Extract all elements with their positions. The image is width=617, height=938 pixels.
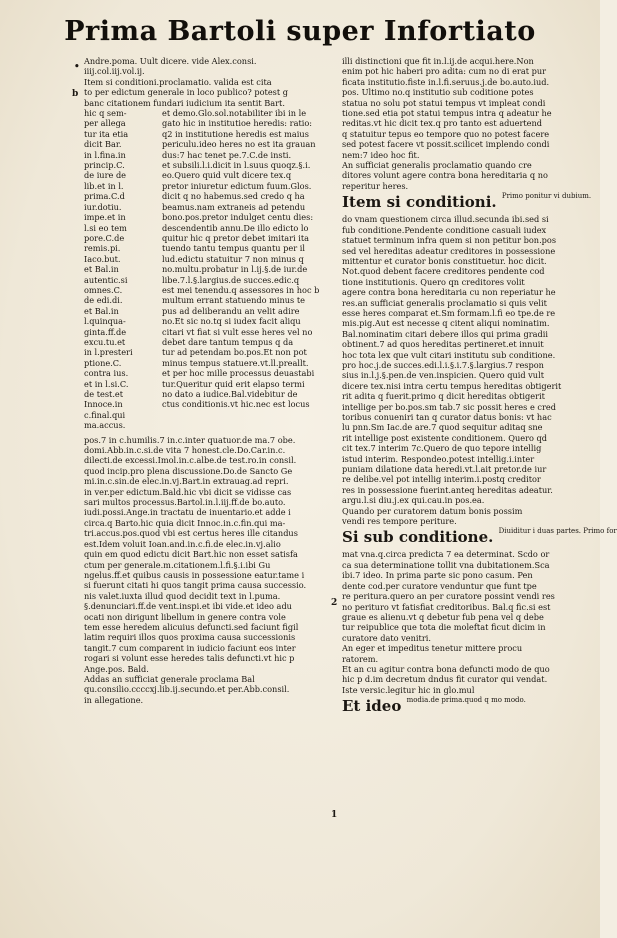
text-line: rit intellige post existente conditionem. Quero qd bbox=[342, 432, 548, 443]
text-line: res in possessione fuerint.anteq hereditas adeatur. bbox=[342, 484, 553, 495]
text-line: puniam dilatione data heredi.vt.l.ait pretor.de iur bbox=[342, 464, 547, 475]
section-heading-item-si-conditioni bbox=[342, 193, 590, 211]
text-line: pos. Ultimo no.q institutio sub coditione potes bbox=[342, 87, 534, 98]
gloss-line: ginta.ff.de bbox=[84, 326, 127, 337]
gloss-line: Iaco.but. bbox=[84, 253, 121, 264]
text-line: circa.q Barto.hic quia dicit Innoc.in.c.fin.qui ma- bbox=[84, 517, 286, 528]
text-line: et per hoc mille processus deuastabi bbox=[162, 368, 315, 379]
text-line: minus tempus statuere.vt.ll.preallt. bbox=[162, 357, 309, 368]
text-line: statua no solu pot statui tempus vt impleat condi bbox=[342, 97, 546, 108]
gloss-line: l.quinqua- bbox=[84, 316, 126, 327]
text-line: ficata institutio.fiste in.l.fi.seruus.j.de bo.auto.iud. bbox=[342, 76, 550, 87]
commentary-text bbox=[156, 108, 334, 431]
text-line: mat vna.q.circa predicta 7 ea determinat. Scdo or bbox=[342, 549, 550, 560]
margin-number-1: 1 bbox=[331, 810, 338, 820]
text-line: agere contra bona hereditaria cu non reperiatur he bbox=[342, 287, 556, 298]
text-line: tur reipublice que tota die moleftat ficut dicim in bbox=[342, 622, 546, 633]
left-column bbox=[84, 56, 334, 918]
section-heading-et-ideo bbox=[342, 697, 590, 715]
gloss-line: de iure de bbox=[84, 170, 127, 181]
text-line: sed potest facere vt possit.scilicet implendo condi bbox=[342, 139, 550, 150]
text-line: rogari si volunt esse heredes talis defuncti.vt hic p bbox=[84, 653, 295, 664]
right-column bbox=[342, 56, 617, 918]
heading-note: Diuiditur i duas partes. Primo for bbox=[498, 527, 617, 536]
text-line: curatore dato venitri. bbox=[342, 632, 431, 643]
text-line: ctus conditionis.vt hic.nec est locus bbox=[162, 399, 310, 410]
text-line: descendentib annu.De illo edicto lo bbox=[162, 222, 309, 233]
text-line: sius in.l.j.§.pen.de ven.inspicien. Quero quid vult bbox=[342, 370, 544, 381]
gloss-line: princip.C. bbox=[84, 160, 125, 171]
text-line: et subsili.l.i.dicit in l.suus quoqz.§.i. bbox=[162, 160, 311, 171]
text-line: graue es alienu.vt q debetur fub pena vel q debe bbox=[342, 611, 544, 622]
text-line: citari vt fiat si vult esse heres vel no bbox=[162, 326, 313, 337]
heading-text: Item si conditioni. bbox=[342, 193, 497, 212]
text-line: Iste versic.legitur hic in glo.mul bbox=[342, 684, 475, 695]
gloss-line: excu.tu.et bbox=[84, 336, 126, 347]
text-line: no perituro vt fatisfiat creditoribus. Bal.q fic.si est bbox=[342, 601, 551, 612]
gloss-line: et Bal.in bbox=[84, 264, 119, 275]
text-line: ratorem. bbox=[342, 653, 379, 664]
text-line: no.multu.probatur in l.ij.§.de iur.de bbox=[162, 264, 308, 275]
text-line: multum errant statuendo minus te bbox=[162, 295, 306, 306]
text-line: dus:7 hac tenet pe.7.C.de insti. bbox=[162, 149, 292, 160]
text-line: dicere tex.nisi intra certu tempus hereditas obtigerit bbox=[342, 380, 562, 391]
text-line: An sufficiat generalis proclamatio quando cre bbox=[342, 160, 532, 171]
gloss-line: et Bal.in bbox=[84, 305, 119, 316]
text-line: pos.7 in c.humilis.7 in.c.inter quatuor.de ma.7 obe. bbox=[84, 434, 296, 445]
text-line: tione.sed etia pot statui tempus intra q adeatur he bbox=[342, 108, 552, 119]
gloss-line: de test.et bbox=[84, 389, 124, 399]
text-line: tur.Queritur quid erit elapso termi bbox=[162, 378, 305, 389]
gloss-line: et in l.si.C. bbox=[84, 378, 129, 389]
gloss-line: tur ita etia bbox=[84, 128, 129, 139]
text-line: hic p d.im decretum dndus fit curator qui vendat. bbox=[342, 674, 548, 685]
text-line: iiij.col.iij.vol.ij. bbox=[84, 66, 145, 77]
text-line: pro hoc.j.de succes.edi.l.i.§.i.7.§.largius.7 respon bbox=[342, 359, 544, 370]
gloss-and-commentary bbox=[84, 108, 334, 431]
bullet-marker: • bbox=[74, 62, 80, 72]
text-line: quod incip.pro plena discussione.Do.de Sancto Ge bbox=[84, 465, 293, 476]
text-line: gato hic in institutioe heredis: ratio: bbox=[162, 118, 313, 129]
gloss-line: per allega bbox=[84, 118, 126, 129]
text-line: in allegatione. bbox=[84, 694, 144, 705]
text-line: sed vel hereditas adeatur creditores in possessione bbox=[342, 245, 556, 256]
gloss-line: impe.et in bbox=[84, 212, 126, 223]
section-heading-si-sub-conditione bbox=[342, 527, 617, 547]
left-bottom-block bbox=[84, 435, 334, 706]
text-line: obtinent.7 ad quos hereditas pertineret.et innuit bbox=[342, 339, 544, 350]
text-line: do vnam questionem circa illud.secunda ibi.sed si bbox=[342, 214, 549, 225]
text-line: quitur hic q pretor debet imitari ita bbox=[162, 232, 310, 243]
text-line: ca sua determinatione tollit vna dubitationem.Sca bbox=[342, 559, 550, 570]
gloss-line: Innoce.in bbox=[84, 399, 123, 410]
text-line: tuendo tantu tempus quantu per il bbox=[162, 243, 305, 254]
text-line: ctum per generale.m.citationem.l.fi.§.i.ibi Gu bbox=[84, 559, 271, 570]
heading-note: Primo ponitur vi dubium. bbox=[501, 192, 592, 201]
text-line: nem:7 ideo hoc fit. bbox=[342, 149, 420, 160]
gloss-line: de edi.di. bbox=[84, 295, 123, 306]
left-top-block bbox=[84, 56, 334, 108]
text-line: tione institutionis. Quero qn creditores volit bbox=[342, 276, 525, 287]
text-line: libe.7.l.§.largius.de succes.edic.q bbox=[162, 274, 300, 285]
text-line: dilecti.de excessi.Imol.in.c.albe.de test.ro.in consil. bbox=[84, 455, 297, 466]
text-line: tri.accus.pos.quod vbi est certus heres ille citandus bbox=[84, 528, 298, 539]
heading-text: Si sub conditione. bbox=[342, 528, 494, 547]
text-line: vendi res tempore periture. bbox=[342, 516, 457, 527]
text-line: res.an sufficiat generalis proclamatio si quis velit bbox=[342, 297, 547, 308]
text-line: reditas.vt hic dicit tex.q pro tanto est aduertend bbox=[342, 118, 543, 129]
text-line: toribus conueniri tan q curator datus bonis: vt hac bbox=[342, 412, 552, 422]
text-line: An eger et impeditus tenetur mittere procu bbox=[342, 643, 523, 654]
text-line: rit adita q fuerit.primo q dicit hereditas obtigerit bbox=[342, 391, 545, 402]
text-line: latim requiri illos quos proxima causa successionis bbox=[84, 632, 296, 643]
text-line: statuet terminum infra quem si non petitur bon.pos bbox=[342, 235, 557, 246]
text-line: si fuerunt citati hi quos tangit prima causa successio. bbox=[84, 580, 307, 591]
text-line: lu pnn.Sm Iac.de are.7 quod sequitur aditaq sne bbox=[342, 422, 543, 433]
gloss-line: lib.et in l. bbox=[84, 180, 124, 191]
gloss-line: contra ius. bbox=[84, 368, 129, 379]
text-line: mi.in.c.sin.de elec.in.vj.Bart.in extrauag.ad repri. bbox=[84, 476, 289, 487]
text-line: mittentur et curator bonis constituetur. hoc dicit. bbox=[342, 255, 547, 266]
text-line: no dato a iudice.Bal.videbitur de bbox=[162, 389, 298, 399]
text-line: Andre.poma. Uult dicere. vide Alex.consi. bbox=[84, 56, 257, 66]
gloss-line: hic q sem- bbox=[84, 108, 127, 119]
gloss-line: autentic.si bbox=[84, 274, 128, 285]
marginal-gloss bbox=[84, 108, 156, 431]
text-line: lud.edictu statuitur 7 non minus q bbox=[162, 253, 304, 264]
text-line: esse heres comparat et.Sm formam.l.fi eo tpe.de re bbox=[342, 307, 556, 318]
text-line: mis.pig.Aut est necesse q citent aliqui nominatim. bbox=[342, 318, 550, 329]
margin-number-2: 2 bbox=[331, 598, 338, 608]
text-line: re peritura.quero an per curatore possint vendi res bbox=[342, 591, 555, 602]
text-line: iudi.possi.Ange.in tractatu de inuentario.et adde i bbox=[84, 507, 291, 518]
text-line: ibi.7 ideo. In prima parte sic pono casum. Pen bbox=[342, 570, 533, 581]
text-line: periculu.ideo heres no est ita grauan bbox=[162, 139, 316, 150]
text-line: nis valet.iuxta illud quod decidit text in l.puma. bbox=[84, 590, 281, 601]
gloss-line: in l.presteri bbox=[84, 347, 133, 358]
gloss-line: prima.C.d bbox=[84, 191, 125, 202]
gloss-line: iur.dotiu. bbox=[84, 201, 122, 212]
text-line: ngelus.ff.et quibus causis in possessione eatur.tame i bbox=[84, 569, 305, 580]
heading-text: Et ideo bbox=[342, 697, 402, 716]
text-line: Addas an sufficiat generale proclama Bal bbox=[84, 673, 255, 684]
text-line: no.Et sic no.tq si iudex facit aliqu bbox=[162, 316, 301, 327]
text-line: q statuitur tepus eo tempore quo no potest facere bbox=[342, 128, 550, 139]
text-line: hoc tota lex que vult citari institutu sub conditione. bbox=[342, 349, 556, 360]
gloss-line: in l.fina.in bbox=[84, 149, 126, 160]
text-line: reperitur heres. bbox=[342, 180, 409, 191]
gloss-line: c.final.qui bbox=[84, 409, 126, 420]
text-line: in ver.per edictum.Bald.hic vbi dicit se vidisse cas bbox=[84, 486, 292, 497]
right-mid-block bbox=[342, 214, 590, 526]
text-line: tangit.7 cum comparent in iudicio faciunt eos inter bbox=[84, 642, 296, 653]
text-line: Not.quod debent facere creditores pendente cod bbox=[342, 266, 545, 277]
text-line: dente cod.per curatore venduntur que funt tpe bbox=[342, 580, 537, 591]
gloss-line: omnes.C. bbox=[84, 284, 123, 295]
gloss-line: ma.accus. bbox=[84, 420, 126, 431]
text-line: et demo.Glo.sol.notabiliter ibi in le bbox=[162, 108, 307, 119]
text-line: est.Idem voluit Ioan.and.in.c.fi.de elec.in.vj.alio bbox=[84, 538, 281, 549]
gloss-line: ptione.C. bbox=[84, 357, 122, 368]
text-line: re delibe.vel pot intellig interim.i.postq creditor bbox=[342, 474, 541, 485]
text-line: domi.Abb.in.c.si.de vita 7 honest.cle.Do.Car.in.c. bbox=[84, 445, 286, 456]
text-line: Ange.pos. Bald. bbox=[84, 663, 149, 674]
text-line: enim pot hic haberi pro adita: cum no di erat pur bbox=[342, 66, 547, 77]
heading-note: modia.de prima.quod q mo modo. bbox=[406, 696, 526, 705]
text-line: Bal.nominatim citari debere illos qui prima gradii bbox=[342, 328, 549, 339]
running-head: Prima Bartoli super Infortiato bbox=[64, 16, 536, 47]
text-line: debet dare tantum tempus q da bbox=[162, 336, 294, 347]
text-line: bono.pos.pretor indulget centu dies: bbox=[162, 212, 314, 223]
text-line: tur ad petendam bo.pos.Et non pot bbox=[162, 347, 307, 358]
text-line: to per edictum generale in loco publico? potest g bbox=[84, 87, 289, 98]
text-line: intellige per bo.pos.sm tab.7 sic possit heres e cred bbox=[342, 401, 556, 412]
text-line: fub conditione.Pendente conditione casuali iudex bbox=[342, 224, 547, 235]
margin-letter-b: b bbox=[72, 89, 79, 99]
text-line: banc citationem fundari iudicium ita sentit Bart. bbox=[84, 97, 285, 108]
right-top-block bbox=[342, 56, 590, 191]
text-line: illi distinctioni que fit in.l.ij.de acqui.here.Non bbox=[342, 56, 534, 66]
text-line: q2 in institutione heredis est maius bbox=[162, 128, 309, 139]
text-line: argu.l.si diu.j.ex qui.cau.in pos.ea. bbox=[342, 495, 485, 506]
text-line: pus ad deliberandu an velit adire bbox=[162, 305, 300, 316]
text-line: Quando per curatorem datum bonis possim bbox=[342, 505, 523, 516]
text-line: istud interim. Respondeo.potest intellig.i.inter bbox=[342, 453, 535, 464]
text-line: dicit q no habemus.sed credo q ha bbox=[162, 191, 305, 202]
text-line: pretor iniuretur edictum fuum.Glos. bbox=[162, 180, 312, 191]
text-line: ocati non dirigunt libellum in genere contra vole bbox=[84, 611, 286, 622]
gloss-line: pore.C.de bbox=[84, 232, 125, 243]
text-line: ditores volunt agere contra bona hereditaria q no bbox=[342, 170, 548, 181]
right-low-block bbox=[342, 549, 590, 695]
text-line: cit tex.7 interim 7c.Quero de quo tepore intellig bbox=[342, 443, 542, 454]
gloss-line: l.si eo tem bbox=[84, 222, 127, 233]
text-line: §.denunciari.ff.de vent.inspi.et ibi vide.et ideo adu bbox=[84, 601, 292, 612]
text-line: quin em quod edictu dicit Bart.hic non esset satisfa bbox=[84, 549, 298, 560]
text-line: Item si conditioni.proclamatio. valida est cita bbox=[84, 76, 272, 87]
text-line: tem esse heredem alicuius defuncti.sed faciunt figil bbox=[84, 621, 299, 632]
text-line: eo.Quero quid vult dicere tex.q bbox=[162, 170, 292, 181]
text-line: Et an cu agitur contra bona defuncti modo de quo bbox=[342, 663, 550, 674]
gloss-line: dicit Bar. bbox=[84, 139, 122, 150]
text-line: qu.consilio.ccccxj.lib.ij.secundo.et per.Abb.consil. bbox=[84, 684, 290, 695]
text-line: beamus.nam extraneis ad petendu bbox=[162, 201, 306, 212]
gloss-line: remis.pi. bbox=[84, 243, 121, 254]
text-line: est mei tenendu.q assessores in hoc b bbox=[162, 284, 320, 295]
text-line: sari multos processus.Bartol.in.l.iij.ff.de bo.auto. bbox=[84, 497, 286, 508]
